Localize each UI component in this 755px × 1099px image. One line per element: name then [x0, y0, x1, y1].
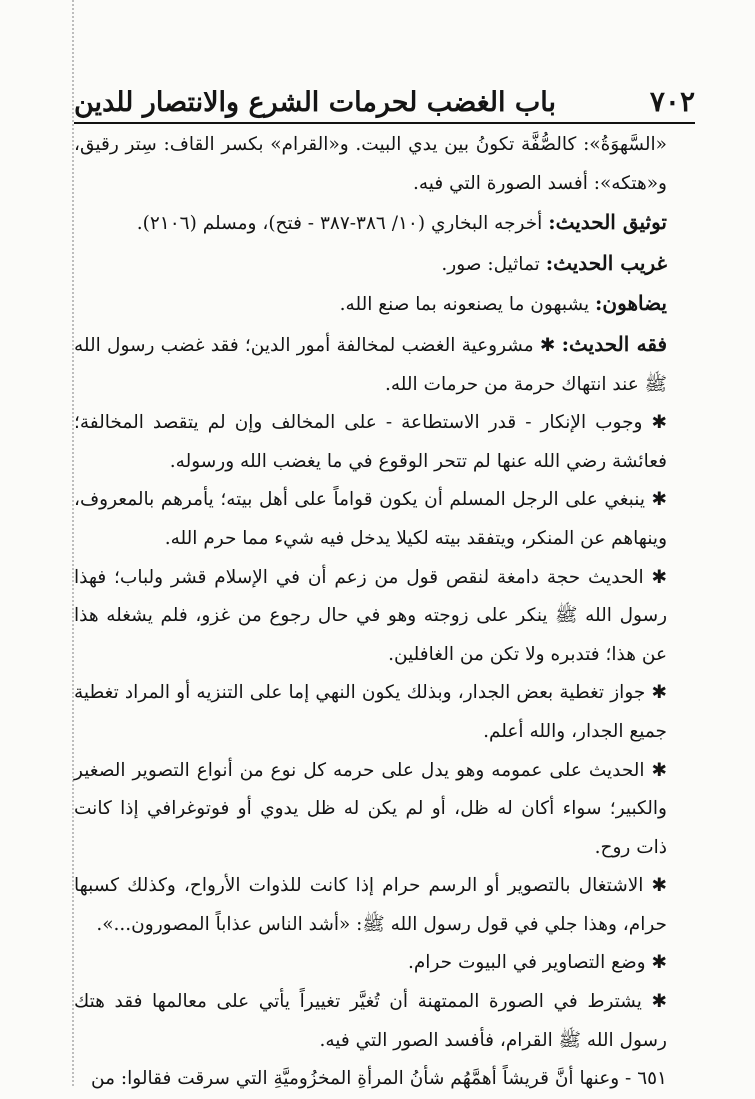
paragraph-yudahun: [74, 284, 695, 325]
paragraph-rare-words: [74, 244, 695, 285]
paragraph-point: [74, 559, 695, 675]
paragraph-text: أخرجه البخاري (١٠/ ٣٨٦-٣٨٧ - فتح)، ومسلم (٢١٠٦).: [136, 213, 549, 235]
paragraph-point: [74, 752, 695, 868]
paragraph-text: ✱ الاشتغال بالتصوير أو الرسم حرام إذا كانت للذوات الأرواح، وكذلك كسبها حرام، وهذا جلي في قول رسول الله ﷺ: «أشد الناس عذاباً المصورون...».: [74, 875, 667, 935]
paragraph-text: ✱ جواز تغطية بعض الجدار، وبذلك يكون النهي إما على التنزيه أو المراد تغطية جميع الجدار، والله أعلم.: [74, 682, 667, 742]
page-number: ٧٠٢: [649, 85, 695, 118]
page-header: [74, 68, 695, 124]
running-title: باب الغضب لحرمات الشرع والانتصار للدين: [74, 87, 557, 118]
paragraph-text: يشبهون ما يصنعونه بما صنع الله.: [339, 294, 596, 316]
paragraph-definitions: [74, 126, 695, 203]
paragraph-text: تماثيل: صور.: [441, 253, 546, 275]
section-label: غريب الحديث:: [545, 250, 667, 275]
paragraph-text: ✱ الحديث حجة دامغة لنقص قول من زعم أن في الإسلام قشر ولباب؛ فهذا رسول الله ﷺ ينكر على زوجته وهو في حال رجوع من غزو، فلم يشغله هذا عن هذا؛ فتدبره ولا تكن من الغافلين.: [74, 566, 667, 665]
paragraph-point: [74, 404, 695, 481]
paragraph-point: [74, 983, 695, 1060]
paragraph-text: ٦٥١ - وعنها أنَّ قريشاً أهمَّهُم شأنُ المرأةِ المخزُوميَّةِ التي سرقت فقالوا: من: [91, 1068, 667, 1090]
paragraph-text: ✱ الحديث على عمومه وهو يدل على حرمه كل نوع من أنواع التصوير الصغير والكبير؛ سواء أكان له ظل، أو لم يكن له ظل يدوي أو فوتوغرافي إذا كانت ذات روح.: [74, 759, 667, 858]
paragraph-hadith-sourcing: [74, 203, 695, 244]
paragraph-text: «السَّهوَةُ»: كالصُّفَّة تكونُ بين يدي البيت. و«القرام» بكسر القاف: سِتر رقيق، و«هتكه»: أفسد الصورة التي فيه.: [74, 134, 667, 194]
paragraph-point: [74, 944, 695, 983]
paragraph-point: [74, 481, 695, 558]
paragraph-text: ✱ يشترط في الصورة الممتهنة أن تُغيَّر تغييراً يأتي على معالمها فقد هتك رسول الله ﷺ القرام، فأفسد الصور التي فيه.: [74, 991, 667, 1051]
section-label: توثيق الحديث:: [548, 210, 667, 235]
page-body: [74, 126, 695, 1090]
paragraph-text: ✱ وضع التصاوير في البيوت حرام.: [407, 952, 667, 974]
paragraph-point: [74, 674, 695, 751]
paragraph-fiqh: [74, 325, 695, 404]
paragraph-text: ✱ وجوب الإنكار - قدر الاستطاعة - على المخالف وإن لم يتقصد المخالفة؛ فعائشة رضي الله عنها لم تتحر الوقوع في ما يغضب الله ورسوله.: [74, 412, 667, 472]
paragraph-text: ✱ مشروعية الغضب لمخالفة أمور الدين؛ فقد غضب رسول الله ﷺ عند انتهاك حرمة من حرمات الله.: [74, 334, 667, 395]
section-label: يضاهون:: [595, 291, 667, 316]
paragraph-point: [74, 867, 695, 944]
paragraph-text: ✱ ينبغي على الرجل المسلم أن يكون قواماً على أهل بيته؛ يأمرهم بالمعروف، وينهاهم عن المنكر، ويتفقد بيته لكيلا يدخل فيه شيء مما حرم الله.: [74, 489, 667, 549]
section-label: فقه الحديث:: [561, 331, 667, 356]
paragraph-hadith-651: [74, 1060, 695, 1099]
